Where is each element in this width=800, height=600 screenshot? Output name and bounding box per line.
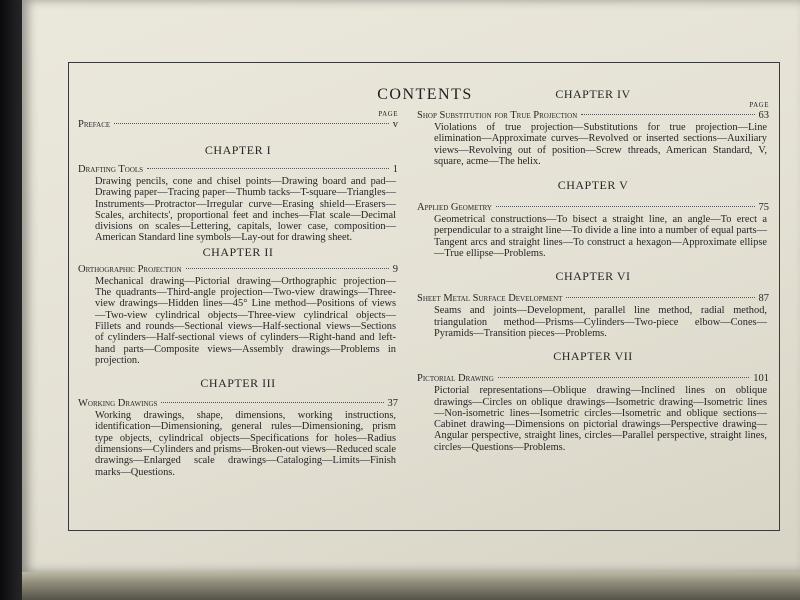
page-number: 1 <box>392 164 398 175</box>
entry-description: Geometrical constructions—To bisect a straight line, an angle—To erect a perpendicular to a straight line—To divide a line into a number of equal parts—Tangent arcs and straight lines—To construct a hexagon—Approximate ellipse—True ellipse—Problems. <box>434 214 767 260</box>
page-number: 101 <box>753 373 769 385</box>
page-stack-edge <box>22 572 800 600</box>
dot-leader <box>498 377 749 378</box>
contents-frame <box>68 62 780 531</box>
preface-entry <box>78 118 398 131</box>
entry-description: Working drawings, shape, dimensions, working instructions, identification—Dimensioning, general rules—Dimensioning, prism type objects, cylindrical objects—Specifications for holes—Radius dimensions—Cylinders and prisms—Broken-out views—Reduced scale drawings—Enlarged scale drawings—Cataloging—Limits—Finish marks—Questions. <box>95 410 396 478</box>
toc-entry <box>78 163 398 176</box>
left-column <box>78 110 398 478</box>
chapter-heading: CHAPTER IV <box>555 87 631 101</box>
dot-leader <box>186 268 389 269</box>
dot-leader <box>581 114 754 115</box>
chapter-heading: CHAPTER V <box>557 178 629 193</box>
entry-title: Orthographic Projection <box>78 263 182 275</box>
toc-entry <box>417 109 769 122</box>
chapter-heading: CHAPTER VI <box>555 269 631 284</box>
entry-description: Violations of true projection—Substitutions for true projection—Line elimination—Approximate curves—Revolved or inserted sections—Auxiliary views—Revolving out of position—Screw threads, American Standard, V, square, acme—The helix. <box>434 122 767 167</box>
dot-leader <box>114 123 389 124</box>
dot-leader <box>161 402 383 403</box>
dot-leader <box>496 206 755 207</box>
chapter-heading: CHAPTER VII <box>553 349 633 364</box>
contents-heading: CONTENTS <box>377 86 473 103</box>
page-number: 63 <box>758 110 769 121</box>
page-number: 75 <box>758 202 769 214</box>
entry-description: Drawing pencils, cone and chisel points—Drawing board and pad—Drawing paper—Tracing paper—Thumb tacks—T-square—Triangles—Instruments—Protractor—Irregular curve—Erasing shield—Erasers—Scales, architects', proportional feet and inches—Flat scale—Decimal divisions on scales—Lettering, capitals, lower case, composition—American Standard line symbols—Lay-out for drawing sheet. <box>95 176 396 244</box>
entry-title: Pictorial Drawing <box>417 373 494 385</box>
chapter-heading: CHAPTER II <box>202 244 274 259</box>
chapter-heading: CHAPTER III <box>200 376 276 391</box>
page-number: v <box>392 119 398 130</box>
entry-title: Preface <box>78 119 111 130</box>
toc-entry <box>417 201 769 214</box>
toc-entry <box>78 263 398 276</box>
page-number: 37 <box>387 398 398 410</box>
page-column-label: PAGE <box>749 101 769 109</box>
entry-description: Seams and joints—Development, parallel line method, radial method, triangulation method—Prisms—Cylinders—Two-piece elbow—Cones—Pyramids—Transition pieces—Problems. <box>434 305 767 339</box>
chapter-heading: CHAPTER I <box>204 143 272 157</box>
entry-title: Working Drawings <box>78 398 158 410</box>
page-number: 9 <box>392 263 398 275</box>
entry-title: Drafting Tools <box>78 164 144 175</box>
entry-title: Applied Geometry <box>417 202 492 214</box>
toc-entry <box>78 397 398 410</box>
dot-leader <box>566 297 754 298</box>
entry-description: Mechanical drawing—Pictorial drawing—Orthographic projection—The quadrants—Third-angle projection—Two-view drawings—Three-view drawings—Hidden lines—45° Line method—Positions of views—Two-view cylindrical objects—Three-view cylindrical objects—Fillets and rounds—Sectional views—Half-sectional views—Sections of cylinders—Half-sectional views of cylinders—Right-hand and left-hand parts—Composite views—Assembly drawings—Problems in projection. <box>95 275 396 366</box>
toc-entry <box>417 372 769 385</box>
toc-entry <box>417 292 769 305</box>
entry-title: Shop Substitution for True Projection <box>417 110 578 121</box>
dot-leader <box>147 168 389 169</box>
entry-title: Sheet Metal Surface Development <box>417 293 563 305</box>
entry-description: Pictorial representations—Oblique drawing—Inclined lines on oblique drawings—Circles on oblique drawings—Isometric drawing—Isometric lines—Non-isometric lines—Isometric circles—Isometric and oblique sections—Cabinet drawing—Dimensions on pictorial drawings—Perspective drawing—Angular perspective, straight lines, circles—Parallel perspective, straight lines, circles—Questions—Problems. <box>434 385 767 453</box>
page-column-label: PAGE <box>378 110 398 118</box>
page-number: 87 <box>758 293 769 305</box>
right-column <box>417 87 769 453</box>
